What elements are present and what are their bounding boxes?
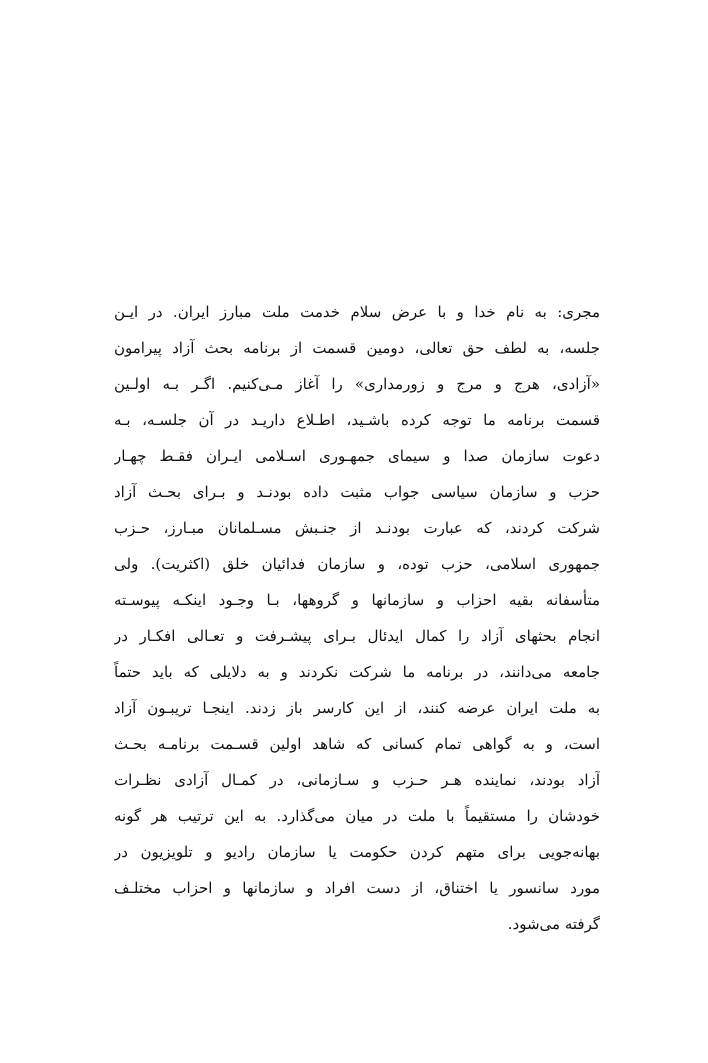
- paragraph-line: دعوت سازمان صدا و سیمای جمهـوری اسـلامی ایـران فقـط چهـار: [114, 447, 600, 465]
- paragraph-line: جمهوری اسلامی، حزب توده، و سازمان فدائیان خلق (اکثریت). ولی: [114, 555, 600, 573]
- paragraph-line: متأسفانه بقیه احزاب و سازمانها و گروهها، بـا وجـود اینکـه پیوسـته: [114, 591, 600, 609]
- paragraph-line: انجام بحثهای آزاد را کمال ایدئال بـرای پیشـرفت و تعـالی افکـار در: [114, 627, 600, 645]
- paragraph-line: حزب و سازمان سیاسی جواب مثبت داده بودنـد و بـرای بحـث آزاد: [114, 483, 600, 501]
- paragraph-line: جامعه می‌دانند، در برنامه ما شرکت نکردند و به دلایلی که باید حتماً: [114, 663, 600, 681]
- paragraph-line: «آزادی، هرج و مرج و زورمداری» را آغاز مـی‌کنیم. اگـر بـه اولـین: [114, 375, 600, 393]
- paragraph-line: به ملت ایران عرضه کنند، از این کارسر باز زدند. اینجـا تریبـون آزاد: [114, 699, 600, 717]
- paragraph-line: مورد سانسور یا اختناق، از دست افراد و سازمانها و احزاب مختلـف: [114, 879, 600, 897]
- paragraph-line: آزاد بودند، نماینده هـر حـزب و سـازمانی، در کمـال آزادی نظـرات: [114, 771, 600, 789]
- paragraph-line: است، و به گواهی تمام کسانی که شاهد اولین قسـمت برنامـه بحـث: [114, 735, 600, 753]
- paragraph-line: بهانه‌جویی برای متهم کردن حکومت یا سازمان رادیو و تلویزیون در: [114, 843, 600, 861]
- paragraph-line: شرکت کردند، که عبارت بودنـد از جنـبش مسـلمانان مبـارز، حـزب: [114, 519, 600, 537]
- body-paragraph: [114, 300, 600, 948]
- paragraph-line: قسمت برنامه ما توجه کرده باشـید، اطـلاع داریـد در آن جلسـه، بـه: [114, 411, 600, 429]
- paragraph-line: جلسه، به لطف حق تعالی، دومین قسمت از برنامه بحث آزاد پیرامون: [114, 339, 600, 357]
- paragraph-line-last: گرفته می‌شود.: [507, 915, 600, 933]
- paragraph-line: مجری: به نام خدا و با عرض سلام خدمت ملت مبارز ایران. در ایـن: [114, 303, 600, 321]
- paragraph-line: خودشان را مستقیماً با ملت در میان می‌گذارد. به این ترتیب هر گونه: [114, 807, 600, 825]
